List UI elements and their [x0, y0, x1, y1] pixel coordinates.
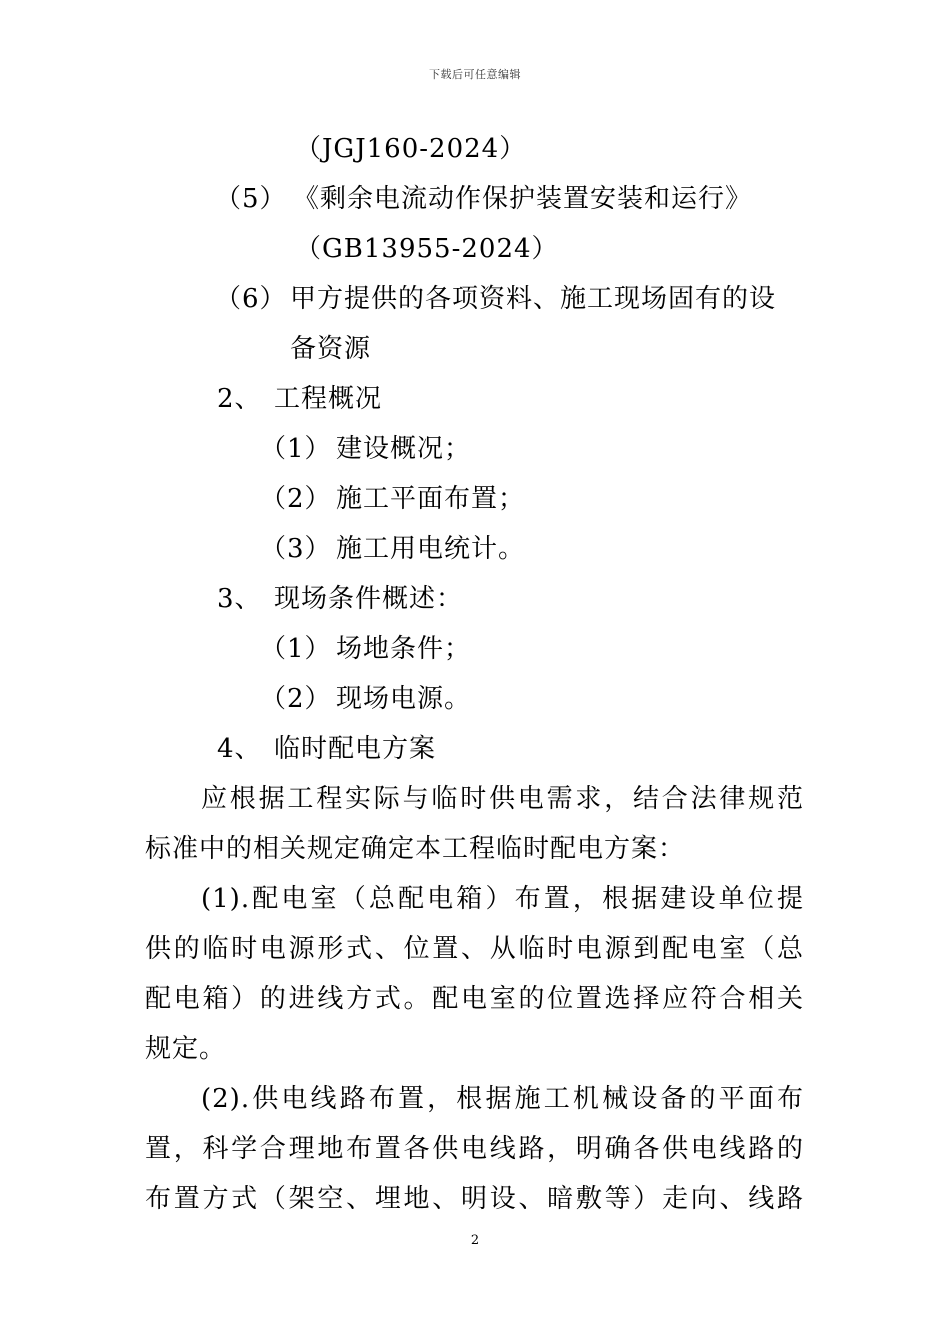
sub-item-text: 施工平面布置； [336, 484, 526, 514]
section-heading: 工程概况 [274, 384, 383, 414]
paragraph-line: 规定。 [145, 1034, 227, 1064]
section-heading: 现场条件概述： [274, 584, 464, 614]
paragraph-line: 置，科学合理地布置各供电线路，明确各供电线路的 [145, 1134, 804, 1164]
list-item-text: 甲方提供的各项资料、施工现场固有的设 [290, 284, 777, 314]
paragraph-line: 供的临时电源形式、位置、从临时电源到配电室（总 [145, 934, 804, 964]
section-number: 3、 [217, 584, 262, 614]
paragraph-line: (2).供电线路布置，根据施工机械设备的平面布 [201, 1084, 804, 1114]
sub-item-text: 现场电源。 [336, 684, 472, 714]
sub-item-number: （2） [260, 484, 332, 514]
sub-item-number: （2） [260, 684, 332, 714]
section-number: 4、 [217, 734, 262, 764]
paragraph-line: 应根据工程实际与临时供电需求，结合法律规范 [201, 784, 804, 814]
sub-item-number: （1） [260, 434, 332, 464]
page-number: 2 [470, 1233, 480, 1248]
standard-code-line: （JGJ160-2024） [295, 134, 527, 164]
sub-item-number: （3） [260, 534, 332, 564]
list-item-number: （6） [215, 284, 287, 314]
sub-item-text: 建设概况； [336, 434, 472, 464]
list-item-text: 《剩余电流动作保护装置安装和运行》 [293, 184, 753, 214]
section-number: 2、 [217, 384, 262, 414]
sub-item-text: 施工用电统计。 [336, 534, 526, 564]
sub-item-number: （1） [260, 634, 332, 664]
standard-code-line: （GB13955-2024） [295, 234, 559, 264]
paragraph-line: 布置方式（架空、埋地、明设、暗敷等）走向、线路 [145, 1184, 804, 1214]
sub-item-text: 场地条件； [336, 634, 472, 664]
paragraph-line: 标准中的相关规定确定本工程临时配电方案： [145, 834, 686, 864]
paragraph-line: (1).配电室（总配电箱）布置，根据建设单位提 [201, 884, 804, 914]
page-header: 下载后可任意编辑 [429, 68, 521, 81]
list-item-continuation: 备资源 [290, 334, 372, 364]
list-item-number: （5） [215, 184, 287, 214]
paragraph-line: 配电箱）的进线方式。配电室的位置选择应符合相关 [145, 984, 804, 1014]
section-heading: 临时配电方案 [274, 734, 437, 764]
